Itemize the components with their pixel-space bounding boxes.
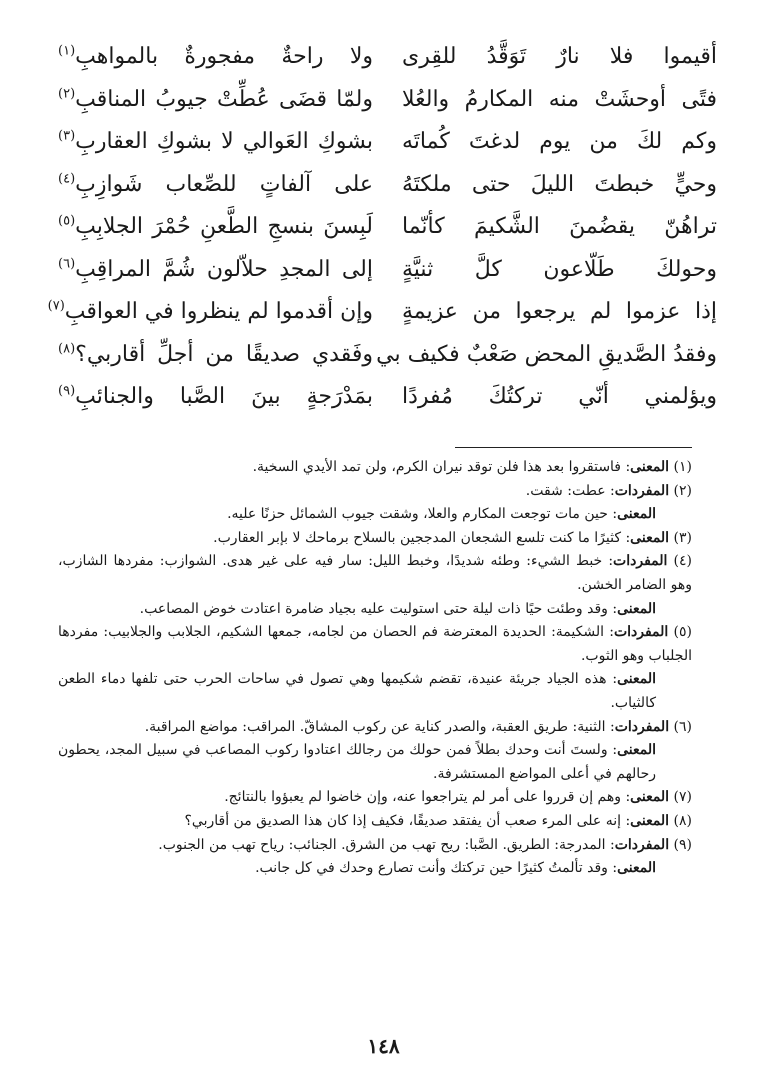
- verse-first-hemistich: وكم لكَ من يوم لدغتَ كُماتَه: [402, 129, 717, 154]
- footnote-label: المعنى: [630, 812, 670, 829]
- footnote-entry: [58, 739, 692, 786]
- footnote-number: (٨): [673, 812, 692, 829]
- footnote-entry: [58, 786, 692, 810]
- footnote-ref[interactable]: (١): [58, 43, 76, 59]
- verse-second-hemistich: [58, 121, 373, 163]
- footnote-ref[interactable]: (٧): [47, 298, 65, 314]
- footnote-text: : الثنية: طريق العقبة، والصدر كناية عن ركوب المشاقّ. المراقب: مواضع المراقبة.: [144, 718, 615, 735]
- footnote-ref[interactable]: (٥): [58, 213, 76, 229]
- footnote-entry: [58, 857, 692, 881]
- footnote-label: المفردات: [614, 836, 670, 853]
- footnote-entry: [58, 527, 692, 551]
- footnote-text: : وقد تألمتُ كثيرًا حين تركتك وأنت تصارع وحدك في كل جانب.: [255, 860, 618, 877]
- verse-second-hemistich: [47, 291, 373, 333]
- footnote-entry: [58, 550, 692, 597]
- verse-first-hemistich: إذا عزموا لم يرجعوا من عزيمةٍ: [402, 299, 717, 324]
- footnote-label: المعنى: [630, 529, 670, 546]
- hemistich-text: ولمّا قضَى عُطِّتْ جيوبُ المناقبِ: [75, 86, 373, 112]
- verse-second-hemistich: [58, 36, 373, 78]
- footnote-ref[interactable]: (٣): [58, 128, 76, 144]
- verse-first-hemistich: ويؤلمني أنّي تركتُكَ مُفردًا: [402, 384, 717, 409]
- footnote-label: المعنى: [617, 506, 656, 523]
- hemistich-text: ولا راحةٌ مفجورةٌ بالمواهبِ: [75, 44, 373, 69]
- verse: [58, 206, 717, 249]
- footnotes: [58, 456, 692, 881]
- verse-second-hemistich: [58, 376, 373, 418]
- footnote-label: المعنى: [630, 789, 670, 806]
- hemistich-text: إلى المجدِ حلاّلون شُمَّ المراقِبِ: [75, 256, 373, 282]
- footnote-label: المعنى: [617, 742, 656, 759]
- footnote-ref[interactable]: (٦): [58, 256, 76, 272]
- footnote-entry: [58, 480, 692, 504]
- verse: [47, 291, 717, 334]
- footnote-text: : عطت: شقت.: [525, 482, 615, 499]
- footnote-text: : هذه الجياد جريئة عنيدة، تقضم شكيمها وهي تصول في ساحات الحرب حتى تلفها دماء الطعن كالثياب.: [58, 671, 656, 711]
- footnote-text: : إنه على المرء صعب أن يفتقد صديقًا، فكيف إذا كان هذا الصديق من أقاربي؟: [184, 812, 631, 829]
- hemistich-text: بشوكِ العَوالي لا بشوكِ العقاربِ: [75, 129, 373, 154]
- hemistich-text: وفَقدي صديقًا من أجلِّ أقاربي؟: [75, 341, 373, 367]
- footnote-text: : فاستقروا بعد هذا فلن توقد نيران الكرم، ولن تمد الأيدي السخية.: [252, 459, 631, 475]
- verse-first-hemistich: أقيموا فلا نارٌ تَوَقَّدُ للقِرى: [402, 44, 717, 69]
- footnote-label: المعنى: [630, 459, 670, 475]
- verse: [58, 164, 717, 207]
- footnote-entry: [58, 716, 692, 740]
- footnote-ref[interactable]: (٨): [58, 341, 76, 357]
- footnote-text: : الشكيمة: الحديدة المعترضة فم الحصان من لجامه، جمعها الشكيم، الجلابب والجلابيب: مفردها الجلباب وهو الثوب.: [58, 624, 692, 664]
- hemistich-text: على آلفاتٍ للصِّعاب شَوازِبِ: [75, 171, 373, 197]
- footnote-entry: [58, 810, 692, 834]
- verse-second-hemistich: [58, 334, 373, 376]
- verse-first-hemistich: وحيٍّ خبطتَ الليلَ حتى ملكتَهُ: [402, 171, 717, 197]
- verse: [58, 36, 717, 79]
- footnote-entry: [58, 598, 692, 622]
- footnote-entry: [58, 456, 692, 480]
- footnote-entry: [58, 621, 692, 668]
- footnote-ref[interactable]: (٢): [58, 86, 76, 102]
- hemistich-text: وإن أقدموا لم ينظروا في العواقبِ: [64, 299, 373, 324]
- verse: [58, 121, 717, 164]
- footnote-number: (٦): [673, 718, 692, 735]
- hemistich-text: لَبِسنَ بنسجِ الطَّعنِ حُمْرَ الجلابِبِ: [75, 214, 373, 239]
- footnote-ref[interactable]: (٩): [58, 383, 76, 399]
- verse: [58, 376, 717, 419]
- footnote-entry: [58, 503, 692, 527]
- footnote-number: (٢): [673, 482, 692, 499]
- verse: [58, 249, 717, 292]
- footnote-text: : المدرجة: الطريق. الصَّبا: ريح تهب من الشرق. الجنائب: رياح تهب من الجنوب.: [158, 836, 615, 853]
- verse-first-hemistich: وحولكَ طَلّاعون كلَّ ثنيَّةٍ: [402, 256, 717, 282]
- footnote-label: المفردات: [614, 482, 670, 499]
- verse-second-hemistich: [58, 164, 373, 206]
- footnote-number: (٧): [673, 789, 692, 806]
- verse-first-hemistich: فتًى أوحشَتْ منه المكارمُ والعُلا: [402, 86, 717, 112]
- footnote-label: المعنى: [617, 671, 656, 688]
- footnote-text: : ولستَ أنت وحدك بطلاً فمن حولك من رجالك اعتادوا ركوب المصاعب في سبيل المجد، يحطون رحالهم في أعلى المواضع المستشرفة.: [58, 742, 656, 782]
- footnote-text: : خبط الشيء: وطئه شديدًا، وخبط الليل: سار فيه على غير هدى. الشوازب: مفردها الشازب، وهو الضامر الخشن.: [58, 553, 692, 593]
- verse: [58, 79, 717, 122]
- footnote-number: (٤): [673, 553, 692, 570]
- footnote-entry: [58, 668, 692, 715]
- poem: [47, 36, 717, 419]
- page-number: ١٤٨: [367, 1034, 400, 1058]
- footnote-number: (٩): [673, 836, 692, 853]
- verse-second-hemistich: [58, 206, 373, 248]
- verse: [58, 334, 717, 377]
- footnote-label: المفردات: [614, 718, 670, 735]
- footnote-text: : وهم إن قرروا على أمر لم يتراجعوا عنه، وإن خاضوا لم يعبؤوا بالنتائج.: [224, 789, 631, 806]
- footnote-separator: [455, 447, 692, 448]
- footnote-number: (٣): [673, 529, 692, 546]
- footnote-label: المعنى: [617, 600, 656, 617]
- footnote-ref[interactable]: (٤): [58, 171, 76, 187]
- hemistich-text: بمَدْرَجةٍ بينَ الصَّبا والجنائبِ: [75, 384, 373, 409]
- footnote-number: (١): [673, 459, 692, 475]
- footnote-label: المفردات: [613, 553, 668, 570]
- footnote-text: : حين مات توجعت المكارم والعلا، وشقت جيوب الشمائل حزنًا عليه.: [227, 506, 618, 523]
- footnote-text: : وقد وطئت حيًا ذات ليلة حتى استوليت عليه بجياد ضامرة اعتادت خوض المصاعب.: [139, 600, 618, 617]
- footnote-number: (٥): [673, 624, 692, 641]
- verse-first-hemistich: وفقدُ الصَّديقِ المحض صَعْبٌ فكيف بي: [376, 341, 717, 367]
- verse-second-hemistich: [58, 249, 373, 291]
- footnote-text: : كثيرًا ما كنت تلسع الشجعان المدججين بالسلاح برماحك لا بإبر العقارب.: [213, 529, 631, 546]
- footnote-label: المفردات: [613, 624, 669, 641]
- footnote-label: المعنى: [617, 860, 656, 877]
- verse-first-hemistich: تراهُنّ يقضُمنَ الشَّكيمَ كأنّما: [402, 214, 717, 239]
- footnote-entry: [58, 834, 692, 858]
- verse-second-hemistich: [58, 79, 373, 121]
